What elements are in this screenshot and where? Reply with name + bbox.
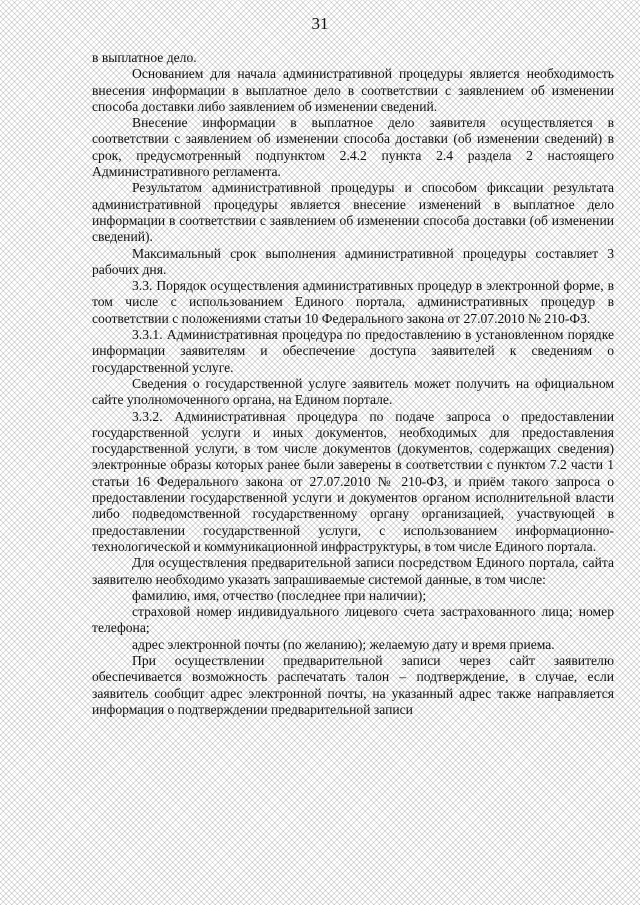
paragraph: страховой номер индивидуального лицевого счета застрахованного лица; номер телефона;: [92, 604, 614, 636]
paragraph: адрес электронной почты (по желанию); желаемую дату и время приема.: [132, 636, 555, 652]
paragraph: 3.3. Порядок осуществления административных процедур в электронной форме, в том числе с использованием Единого портала, административных процедур в соответствии с положениями статьи 10 Федерального закона от 27.07.2010 № 210-ФЗ.: [92, 278, 614, 326]
paragraph: Результатом административной процедуры и способом фиксации результата административной процедуры является внесение изменений в выплатное дело информации в соответствии с заявлением об изменении способа доставки (об изменении сведений).: [92, 180, 614, 245]
paragraph: Для осуществления предварительной записи посредством Единого портала, сайта заявителю необходимо указать запрашиваемые системой данные, в том числе:: [92, 555, 614, 587]
paragraph: Внесение информации в выплатное дело заявителя осуществляется в соответствии с заявлением об изменении способа доставки (об изменении сведений) в срок, предусмотренный подпунктом 2.4.2 пункта 2.4 раздела 2 настоящего Административного регламента.: [92, 115, 614, 180]
paragraph: 3.3.2. Административная процедура по подаче запроса о предоставлении государственной услуги и иных документов, необходимых для предоставления государственной услуги, в том числе документов (документов, содержащих сведения) электронные образы которых ранее были заверены в соответствии с пунктом 7.2 части 1 статьи 16 Федерального закона от 27.07.2010 № 210-ФЗ, и приём такого запроса о предоставлении государственной услуги и документов органом исполнительной власти либо подведомственной государственному органу организацией, участвующей в предоставлении государственной услуги, с использованием информационно-технологической и коммуникационной инфраструктуры, в том числе Единого портала.: [92, 408, 614, 554]
paragraph: 3.3.1. Административная процедура по предоставлению в установленном порядке информации заявителям и обеспечение доступа заявителей к сведениям о государственной услуге.: [92, 327, 614, 375]
paragraph: в выплатное дело.: [92, 50, 197, 65]
paragraph: Максимальный срок выполнения административной процедуры составляет 3 рабочих дня.: [92, 245, 614, 277]
paragraph: Основанием для начала административной процедуры является необходимость внесения информации в выплатное дело в соответствии с заявлением об изменении способа доставки либо заявлением об изменении сведений.: [92, 66, 614, 114]
paragraph: При осуществлении предварительной записи через сайт заявителю обеспечивается возможность распечатать талон – подтверждение, в случае, если заявитель сообщит адрес электронной почты, на указанный адрес также направляется информация о подтверждении предварительной записи: [92, 652, 614, 717]
paragraph: фамилию, имя, отчество (последнее при наличии);: [132, 587, 427, 603]
document-body: [92, 50, 614, 718]
page-number: 31: [311, 14, 329, 33]
paragraph: Сведения о государственной услуге заявитель может получить на официальном сайте уполномоченного органа, на Едином портале.: [92, 375, 614, 408]
